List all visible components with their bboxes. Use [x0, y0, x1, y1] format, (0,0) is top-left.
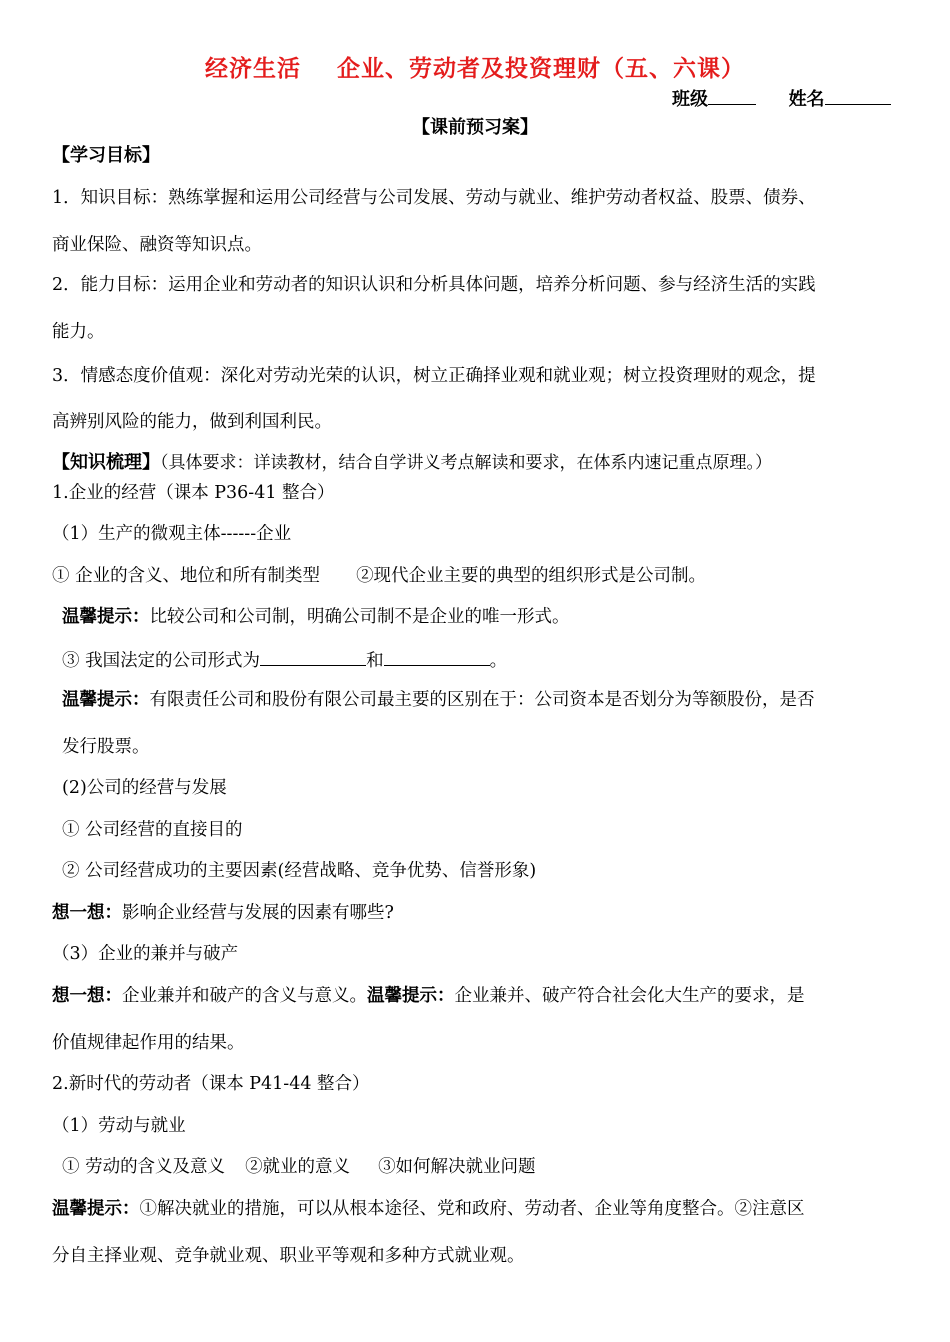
document-title — [0, 54, 950, 84]
item3-suffix: 。 — [489, 651, 508, 671]
part1-item1b: ②现代企业主要的典型的组织形式是公司制。 — [356, 566, 707, 586]
tip3-text: 企业兼并、破产符合社会化大生产的要求，是 — [454, 986, 805, 1006]
part2-sub1: （1）劳动与就业 — [52, 1116, 186, 1136]
part2-item-b: ②就业的意义 — [245, 1157, 351, 1177]
part2-item-c: ③如何解决就业问题 — [378, 1157, 536, 1177]
tip2-line2: 发行股票。 — [62, 737, 150, 757]
part1-tip2 — [62, 688, 815, 712]
part1-item1a: ① 企业的含义、地位和所有制类型 — [52, 566, 321, 586]
section-preview-heading: 【课前预习案】 — [412, 117, 538, 138]
company-form-blank-2[interactable] — [384, 647, 490, 666]
goal-line-2: 商业保险、融资等知识点。 — [52, 235, 262, 255]
think1-text: 影响企业经营与发展的因素有哪些? — [122, 903, 394, 923]
part1-sub2: (2)公司的经营与发展 — [62, 778, 227, 798]
part1-items1 — [52, 564, 706, 588]
class-name-header — [672, 86, 891, 112]
tip-label: 温馨提示： — [62, 607, 150, 627]
part1-think1 — [52, 901, 394, 925]
part2-tip-line1: ①解决就业的措施，可以从根本途径、党和政府、劳动者、企业等角度整合。②注意区 — [139, 1199, 805, 1219]
title-right: 企业、劳动者及投资理财（五、六课） — [337, 56, 745, 82]
think-label: 想一想： — [52, 903, 122, 923]
part1-think2 — [52, 984, 805, 1008]
item3-mid: 和 — [366, 651, 384, 671]
part1-sub2-item2: ② 公司经营成功的主要因素(经营战略、竞争优势、信誉形象) — [62, 861, 537, 881]
name-blank[interactable] — [825, 86, 891, 105]
part2-tip — [52, 1197, 805, 1221]
tip-label: 温馨提示： — [367, 986, 455, 1006]
class-label: 班级 — [672, 89, 708, 110]
part1-tip1 — [62, 605, 570, 629]
goal-line-5: 3．情感态度价值观：深化对劳动光荣的认识，树立正确择业观和就业观；树立投资理财的观念，提 — [52, 366, 816, 386]
section-knowledge-note: （具体要求：详读教材，结合自学讲义考点解读和要求，在体系内速记重点原理。） — [160, 453, 772, 473]
think2-text: 企业兼并和破产的含义与意义。 — [122, 986, 367, 1006]
goal-line-6: 高辨别风险的能力，做到利国利民。 — [52, 412, 332, 432]
part1-sub3: （3）企业的兼并与破产 — [52, 944, 239, 964]
goal-line-1: 1．知识目标：熟练掌握和运用公司经营与公司发展、劳动与就业、维护劳动者权益、股票、债券、 — [52, 188, 816, 208]
class-blank[interactable] — [708, 86, 756, 105]
tip-label: 温馨提示： — [62, 690, 150, 710]
section-knowledge-label: 【知识梳理】 — [52, 452, 160, 473]
section-knowledge — [52, 451, 772, 475]
part2-items — [62, 1155, 536, 1179]
part2-tip-line2: 分自主择业观、竞争就业观、职业平等观和多种方式就业观。 — [52, 1246, 525, 1266]
tip-label: 温馨提示： — [52, 1199, 140, 1219]
tip2-line1: 有限责任公司和股份有限公司最主要的区别在于：公司资本是否划分为等额股份，是否 — [149, 690, 815, 710]
name-label: 姓名 — [788, 89, 825, 110]
part1-item3 — [62, 647, 507, 673]
company-form-blank-1[interactable] — [260, 647, 366, 666]
section-goals-heading: 【学习目标】 — [52, 145, 160, 166]
think-label: 想一想： — [52, 986, 122, 1006]
part1-sub1: （1）生产的微观主体------企业 — [52, 524, 292, 544]
goal-line-3: 2．能力目标：运用企业和劳动者的知识认识和分析具体问题，培养分析问题、参与经济生活的实践 — [52, 275, 816, 295]
item3-prefix: ③ 我国法定的公司形式为 — [62, 651, 261, 671]
part2-item-a: ① 劳动的含义及意义 — [62, 1157, 226, 1177]
part2-heading: 2.新时代的劳动者（课本 P41-44 整合） — [52, 1074, 370, 1094]
tip1-text: 比较公司和公司制，明确公司制不是企业的唯一形式。 — [149, 607, 570, 627]
part1-sub2-item1: ① 公司经营的直接目的 — [62, 820, 243, 840]
tip3-line2: 价值规律起作用的结果。 — [52, 1033, 245, 1053]
goal-line-4: 能力。 — [52, 322, 105, 342]
part1-heading: 1.企业的经营（课本 P36-41 整合） — [52, 483, 335, 503]
title-left: 经济生活 — [205, 56, 301, 82]
